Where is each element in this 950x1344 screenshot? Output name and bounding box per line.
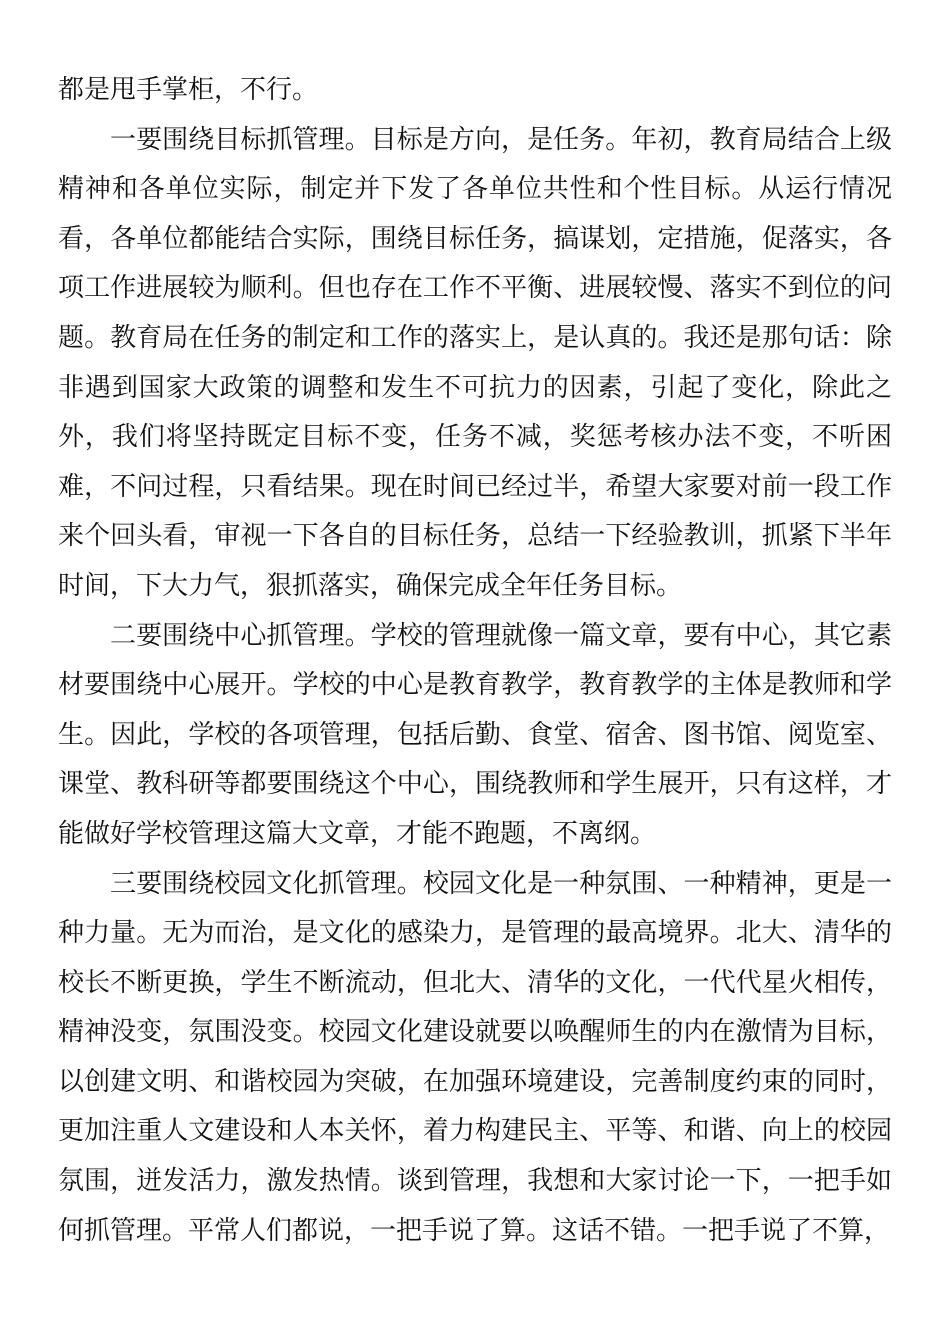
paragraph-center-management: 二要围绕中心抓管理。学校的管理就像一篇文章，要有中心，其它素材要围绕中心展开。学校的中心是教育教学，教育教学的主体是教师和学生。因此，学校的各项管理，包括后勤、食堂、宿舍、图书馆、阅览室、课堂、教科研等都要围绕这个中心，围绕教师和学生展开，只有这样，才能做好学校管理这篇大文章，才能不跑题，不离纲。 (58, 620, 892, 849)
paragraph-continuation: 都是甩手掌柜，不行。 (58, 75, 319, 105)
paragraph-campus-culture-management: 三要围绕校园文化抓管理。校园文化是一种氛围、一种精神，更是一种力量。无为而治，是文化的感染力，是管理的最高境界。北大、清华的校长不断更换，学生不断流动，但北大、清华的文化，一代代星火相传，精神没变，氛围没变。校园文化建设就要以唤醒师生的内在激情为目标，以创建文明、和谐校园为突破，在加强环境建设，完善制度约束的同时，更加注重人文建设和人本关怀，着力构建民主、平等、和谐、向上的校园氛围，迸发活力，激发热情。谈到管理，我想和大家讨论一下，一把手如何抓管理。平常人们都说，一把手说了算。这话不错。一把手说了不算， (58, 868, 892, 1246)
document-body (58, 66, 892, 1256)
paragraph-goal-management: 一要围绕目标抓管理。目标是方向，是任务。年初，教育局结合上级精神和各单位实际，制定并下发了各单位共性和个性目标。从运行情况看，各单位都能结合实际，围绕目标任务，搞谋划，定措施，促落实，各项工作进展较为顺利。但也存在工作不平衡、进展较慢、落实不到位的问题。教育局在任务的制定和工作的落实上，是认真的。我还是那句话：除非遇到国家大政策的调整和发生不可抗力的因素，引起了变化，除此之外，我们将坚持既定目标不变，任务不减，奖惩考核办法不变，不听困难，不问过程，只看结果。现在时间已经过半，希望大家要对前一段工作来个回头看，审视一下各自的目标任务，总结一下经验教训，抓紧下半年时间，下大力气，狠抓落实，确保完成全年任务目标。 (58, 124, 892, 601)
